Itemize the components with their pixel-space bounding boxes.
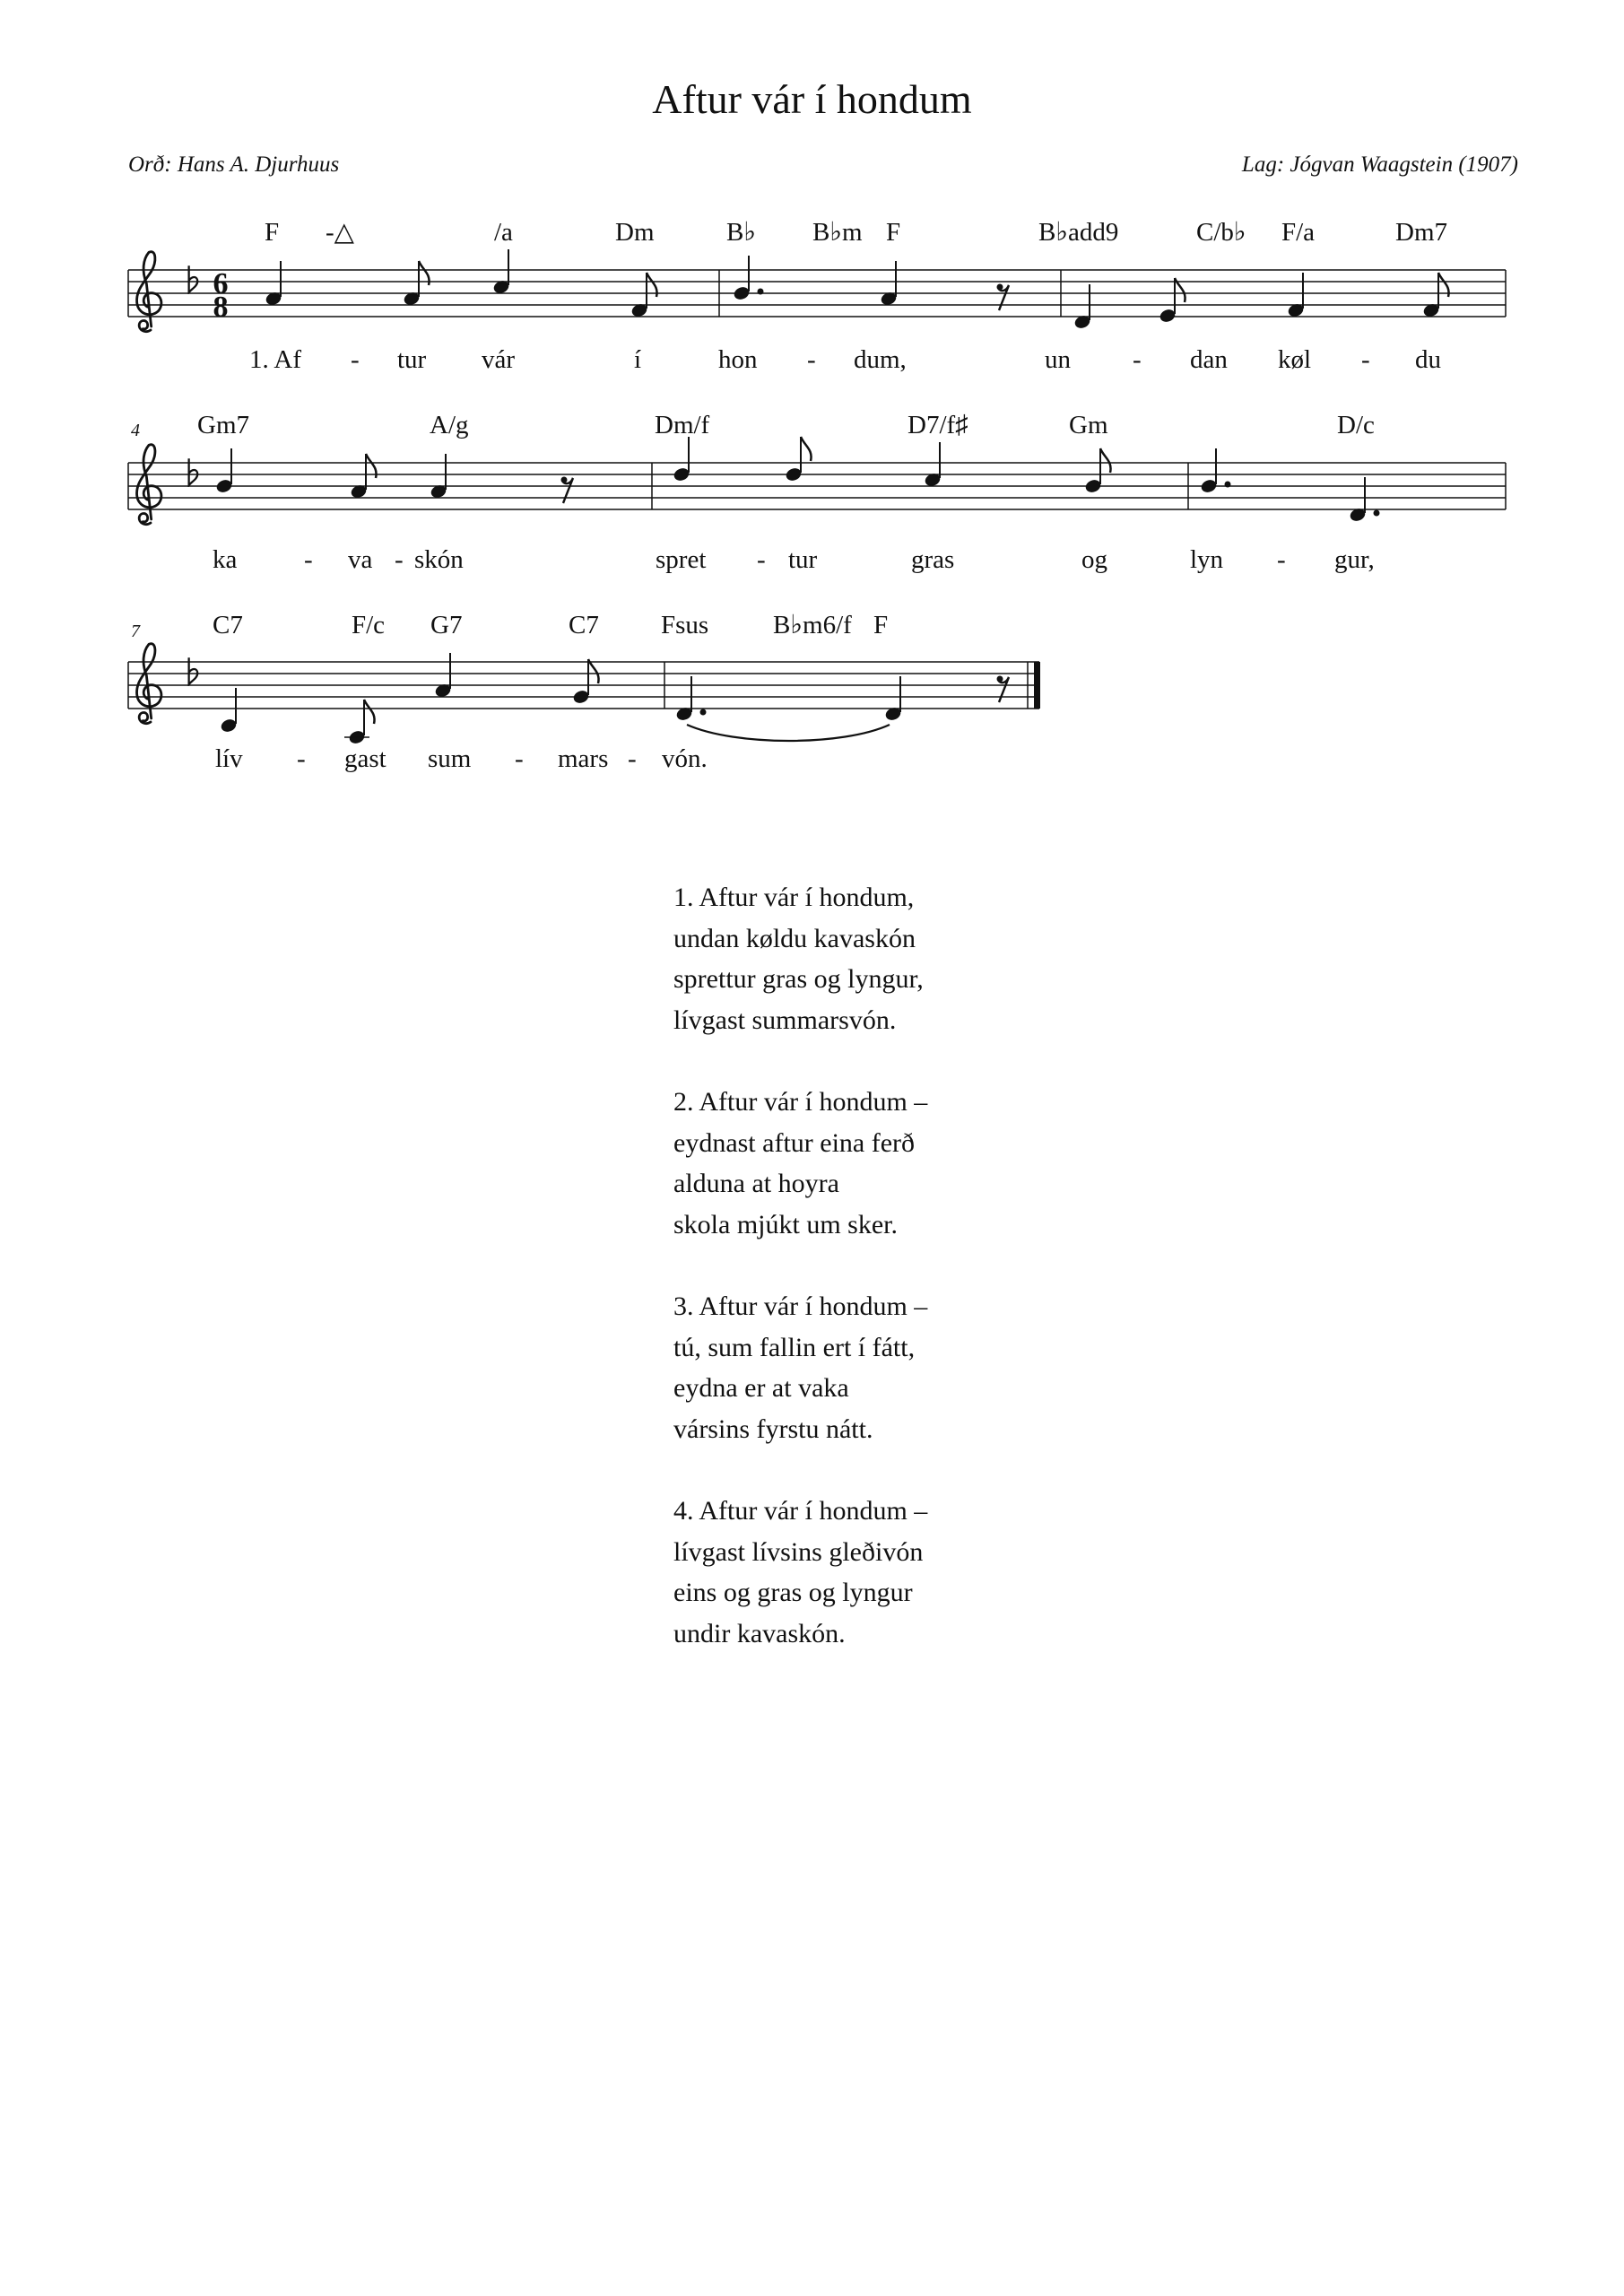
note [630, 273, 656, 318]
lyric-syllable: du [1415, 345, 1441, 374]
lyric-syllable: - [297, 744, 306, 773]
lyric-syllable: tur [397, 345, 427, 374]
chord-symbol: Fsus [661, 611, 709, 639]
chord-symbol: D7/f♯ [908, 411, 968, 439]
staff-system-1 [128, 218, 1506, 374]
tie [687, 725, 890, 741]
note [880, 261, 897, 307]
lyric-syllable: gast [344, 744, 386, 773]
lyric-syllable: køl [1278, 345, 1312, 374]
verse-line: 1. Aftur vár í hondum, [673, 883, 915, 912]
lyric-syllable: vár [482, 345, 516, 374]
treble-clef-icon [137, 445, 161, 525]
verse-2 [673, 1082, 1301, 1245]
note [1287, 273, 1304, 318]
lyric-syllable: mars [558, 744, 609, 773]
verse-line: 3. Aftur vár í hondum – [673, 1292, 928, 1321]
note [884, 676, 901, 722]
verse-line: tú, sum fallin ert í fátt, [673, 1332, 916, 1362]
verse-line: lívgast lívsins gleðivón [673, 1536, 924, 1567]
chord-symbol: F [886, 218, 901, 247]
verse-line: 4. Aftur vár í hondum – [673, 1496, 928, 1526]
lyric-syllable: lív [215, 744, 243, 773]
lyric-syllable: va [348, 545, 373, 574]
chord-symbol: B♭m [812, 218, 863, 247]
time-sig-bottom: 8 [213, 291, 229, 324]
note [220, 688, 237, 734]
note [403, 261, 429, 307]
note [572, 659, 598, 705]
chord-symbol: G7 [430, 611, 463, 639]
note [492, 249, 509, 295]
chord-symbol: B♭add9 [1038, 218, 1119, 247]
verse-4 [673, 1491, 1301, 1654]
lyric-syllable: - [628, 744, 637, 773]
lyric-syllable: sum [428, 744, 472, 773]
verse-line: skola mjúkt um sker. [673, 1209, 898, 1239]
verse-line: undir kavaskón. [673, 1618, 846, 1648]
chord-symbol: Dm/f [655, 411, 710, 439]
lyric-syllable: spret [656, 545, 707, 574]
chord-symbol: F [873, 611, 889, 639]
verse-3 [673, 1286, 1301, 1449]
note [1073, 284, 1090, 330]
chord-symbol: B♭m6/f [773, 611, 852, 639]
chord-symbol: C/b♭ [1196, 218, 1246, 247]
lyric-syllable: gur, [1334, 545, 1375, 574]
lyric-syllable: ka [213, 545, 238, 574]
lyric-syllable: í [634, 345, 642, 374]
note [675, 676, 706, 722]
lyric-syllable: og [1081, 545, 1107, 574]
measure-number: 7 [131, 622, 140, 641]
note [673, 437, 690, 483]
chord-symbol: -△ [326, 218, 354, 247]
lyric-syllable: - [1361, 345, 1370, 374]
verse-line: eydna er at vaka [673, 1373, 849, 1403]
note [344, 700, 375, 745]
verse-line: eydnast aftur eina ferð [673, 1127, 916, 1158]
note [434, 653, 451, 699]
chord-symbol: C7 [569, 611, 599, 639]
verse-line: lívgast summarsvón. [673, 1004, 897, 1035]
time-sig-top: 6 [213, 267, 229, 300]
note [350, 454, 376, 500]
treble-clef-icon [137, 252, 161, 332]
rest [997, 676, 1009, 702]
lyric-syllable: - [351, 345, 360, 374]
lyric-syllable: - [807, 345, 816, 374]
staff-system-2 [128, 411, 1506, 574]
verse-line: vársins fyrstu nátt. [673, 1413, 873, 1444]
note [924, 442, 941, 488]
note [733, 256, 763, 301]
lyric-syllable: - [757, 545, 766, 574]
note [1422, 273, 1448, 318]
lyric-syllable: skón [414, 545, 464, 574]
lyric-syllable: vón. [662, 744, 708, 773]
verse-line: alduna at hoyra [673, 1169, 839, 1198]
chord-symbol: Dm7 [1395, 218, 1447, 247]
chord-symbol: F/a [1281, 218, 1316, 247]
verse-1 [673, 877, 1301, 1040]
note [1200, 448, 1230, 494]
music-score [0, 0, 1624, 861]
song-title: Aftur vár í hondum [652, 76, 972, 122]
chord-symbol: /a [494, 218, 513, 247]
lyric-syllable: un [1045, 345, 1071, 374]
chord-symbol: B♭ [726, 218, 757, 247]
rest [997, 284, 1009, 310]
lyric-syllable: 1. Af [249, 345, 301, 374]
composer-credit: Lag: Jógvan Waagstein (1907) [1241, 152, 1518, 177]
lyric-syllable: tur [788, 545, 818, 574]
note [215, 448, 232, 494]
chord-symbol: Gm [1069, 411, 1108, 439]
chord-symbol: D/c [1337, 411, 1375, 439]
lyric-syllable: lyn [1190, 545, 1224, 574]
verse-text [673, 877, 1301, 1695]
rest [561, 477, 573, 503]
note [430, 454, 447, 500]
lyric-syllable: hon [718, 345, 758, 374]
measure-number: 4 [131, 421, 140, 440]
verse-line: undan køldu kavaskón [673, 923, 916, 953]
chord-symbol: Dm [615, 218, 655, 247]
note [785, 437, 811, 483]
staff-system-3 [128, 611, 1040, 773]
lyric-syllable: - [515, 744, 524, 773]
final-barline [1034, 662, 1040, 709]
lyric-syllable: - [1277, 545, 1286, 574]
verse-line: sprettur gras og lyngur, [673, 964, 924, 994]
lyric-syllable: - [304, 545, 313, 574]
verse-line: eins og gras og lyngur [673, 1578, 913, 1607]
lyric-syllable: - [1133, 345, 1142, 374]
note [1084, 448, 1110, 494]
lyric-syllable: - [395, 545, 404, 574]
note [265, 261, 282, 307]
lyric-syllable: dum, [854, 345, 907, 374]
lyric-syllable: dan [1190, 345, 1228, 374]
chord-symbol: Gm7 [197, 411, 249, 439]
verse-line: 2. Aftur vár í hondum – [673, 1087, 928, 1117]
chord-symbol: F/c [352, 611, 386, 639]
treble-clef-icon [137, 644, 161, 724]
chord-symbol: A/g [430, 411, 469, 439]
chord-symbol: F [265, 218, 280, 247]
note [1349, 477, 1379, 523]
chord-symbol: C7 [213, 611, 243, 639]
lyric-syllable: gras [911, 545, 955, 574]
lyricist-credit: Orð: Hans A. Djurhuus [128, 152, 340, 177]
